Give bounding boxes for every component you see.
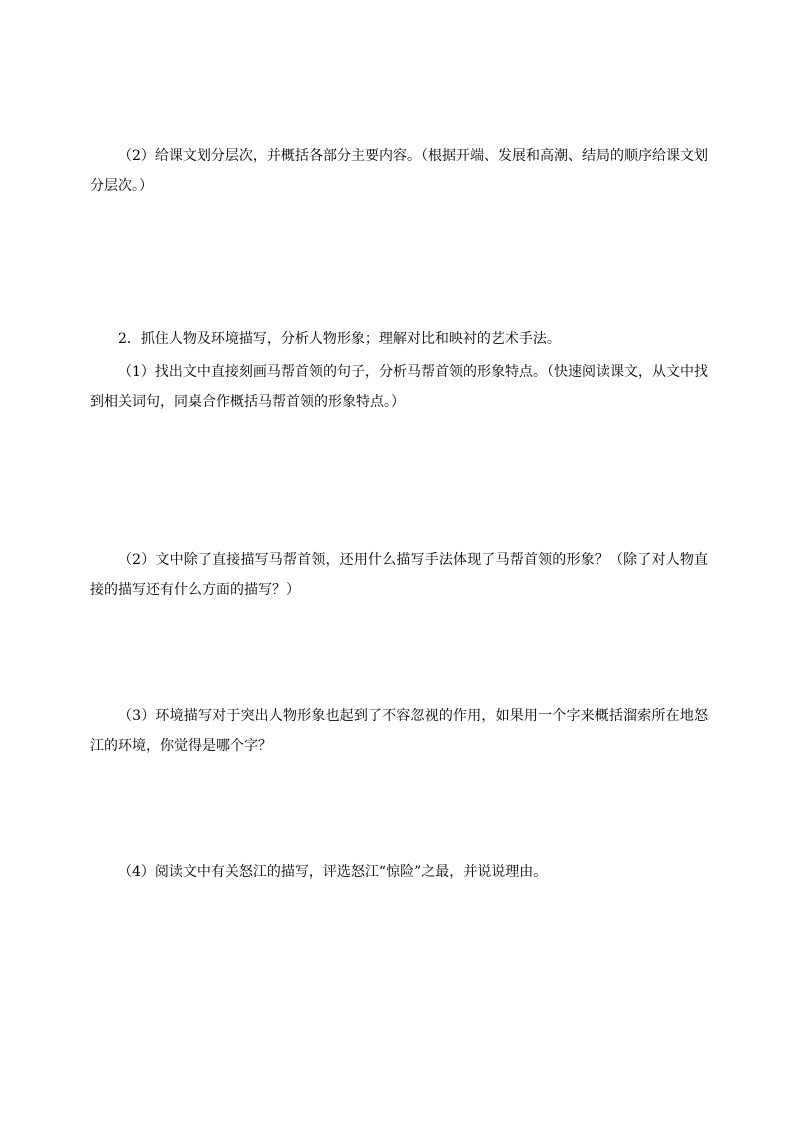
question-2-paragraph-layering: （2）给课文划分层次，并概括各部分主要内容。（根据开端、发展和高潮、结局的顺序给课文划分层次。）	[90, 148, 708, 194]
question-1-paragraph-leader-sentences: （1）找出文中直接刻画马帮首领的句子，分析马帮首领的形象特点。（快速阅读课文，从文中找到相关词句，同桌合作概括马帮首领的形象特点。）	[90, 364, 708, 410]
section-2-heading: 2．抓住人物及环境描写，分析人物形象；理解对比和映衬的艺术手法。	[118, 331, 561, 347]
question-4-paragraph-nujiang: （4）阅读文中有关怒江的描写，评选怒江“惊险”之最，并说说理由。	[118, 864, 548, 880]
question-3-paragraph-environment: （3）环境描写对于突出人物形象也起到了不容忽视的作用，如果用一个字来概括溜索所在地怒江的环境，你觉得是哪个字？	[90, 708, 708, 754]
question-2-paragraph-description-techniques: （2）文中除了直接描写马帮首领，还用什么描写手法体现了马帮首领的形象？（除了对人物直接的描写还有什么方面的描写？）	[90, 552, 708, 598]
